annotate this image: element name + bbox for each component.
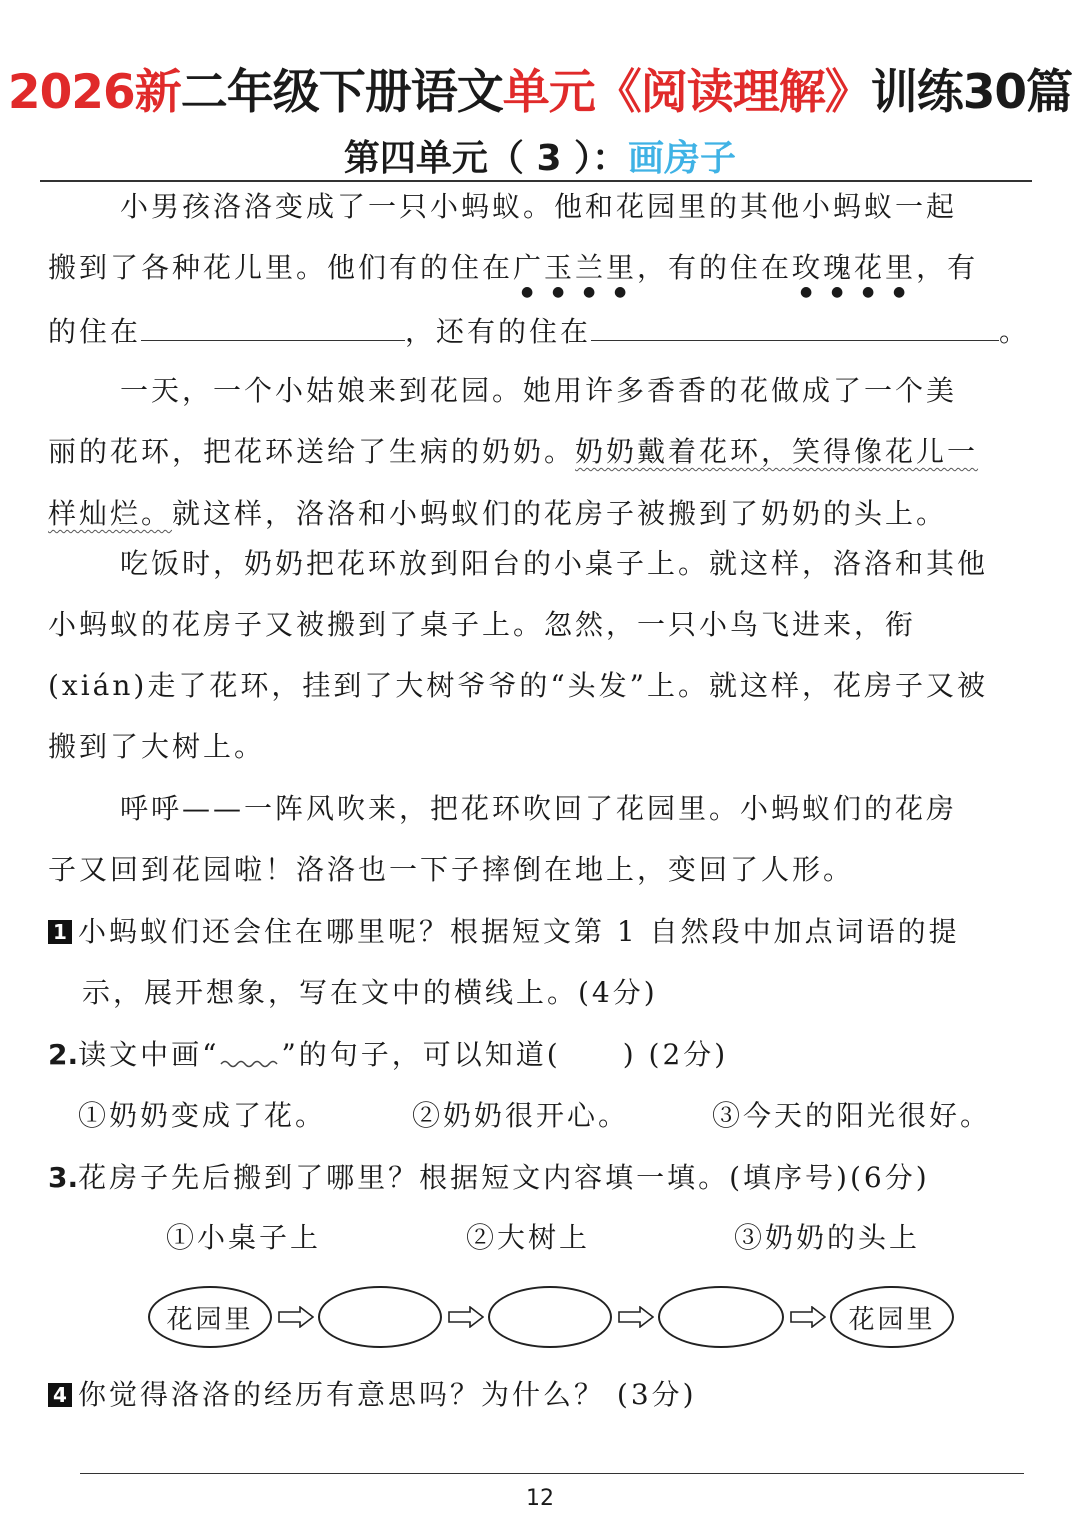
q2-option-1[interactable]: ①奶奶变成了花。 <box>78 1099 327 1132</box>
flow-answer-box-1[interactable] <box>318 1286 442 1348</box>
text: 小蚂蚁的花房子又被搬到了桌子上。忽然，一只小鸟飞进来，衔 <box>48 608 917 641</box>
title-part1: 2026新 <box>7 65 181 120</box>
arrow-right-icon <box>278 1306 314 1328</box>
question-number: 3. <box>48 1161 79 1194</box>
unit-subtitle <box>0 130 1080 181</box>
title-part2: 二年级下册语文 <box>180 65 503 120</box>
passage-line <box>48 310 1031 350</box>
passage-line <box>48 789 1080 829</box>
text: 搬到了各种花儿里。他们有的住在 <box>48 251 514 284</box>
text: 你觉得洛洛的经历有意思吗？为什么？ (3分) <box>78 1378 697 1411</box>
passage-line <box>48 544 1080 584</box>
question-3 <box>48 1158 1028 1198</box>
arrow-right-icon <box>790 1306 826 1328</box>
q3-option-1: ①小桌子上 <box>166 1221 322 1254</box>
text: 就这样，洛洛和小蚂蚁们的花房子被搬到了奶奶的头上。 <box>172 497 948 530</box>
text: 小蚂蚁们还会住在哪里呢？根据短文第 1 自然段中加点词语的提 <box>78 915 960 948</box>
question-4 <box>48 1375 1028 1415</box>
text: ，有 <box>916 251 979 284</box>
passage-line <box>48 432 1028 472</box>
arrow-right-icon <box>448 1306 484 1328</box>
title-part3: 单元《阅读理解》 <box>502 65 871 120</box>
page-title <box>0 55 1080 122</box>
text: ”的句子，可以知道( ) (2分) <box>281 1038 729 1071</box>
passage-line <box>48 605 1028 645</box>
text: 的住在 <box>48 315 142 348</box>
passage-line <box>48 248 1028 288</box>
question-2 <box>48 1035 1028 1075</box>
q3-option-3: ③奶奶的头上 <box>734 1221 921 1254</box>
text: 吃饭时，奶奶把花环放到阳台的小桌子上。就这样，洛洛和其他 <box>120 547 989 580</box>
subtitle-topic: 画房子 <box>628 138 737 179</box>
question-1-cont <box>82 973 1062 1013</box>
text: 。 <box>999 315 1031 348</box>
answer-blank[interactable] <box>141 310 405 341</box>
subtitle-prefix: 第四单元（ 3 ）： <box>343 138 629 179</box>
text: 呼呼——一阵风吹来，把花环吹回了花园里。小蚂蚁们的花房 <box>120 792 958 825</box>
text: 小男孩洛洛变成了一只小蚂蚁。他和花园里的其他小蚂蚁一起 <box>120 190 958 223</box>
wavy-line-icon <box>219 1050 281 1070</box>
flow-end-node: 花园里 <box>830 1286 954 1348</box>
page-number: 12 <box>526 1486 554 1511</box>
flow-answer-box-2[interactable] <box>488 1286 612 1348</box>
passage-line <box>48 850 1028 890</box>
question-number-badge: 4 <box>48 1383 72 1407</box>
answer-blank[interactable] <box>591 310 999 341</box>
passage-line <box>48 371 1080 411</box>
passage-line <box>48 666 1028 706</box>
text: 子又回到花园啦！洛洛也一下子摔倒在地上，变回了人形。 <box>48 853 855 886</box>
footer-divider <box>80 1473 1024 1474</box>
flow-start-node: 花园里 <box>148 1286 272 1348</box>
question-number-badge: 1 <box>48 920 72 944</box>
passage-line <box>48 494 1028 534</box>
q2-option-3[interactable]: ③今天的阳光很好。 <box>712 1099 992 1132</box>
text: ，有的住在 <box>637 251 793 284</box>
wavy-sentence: 样灿烂。 <box>48 497 173 530</box>
question-number: 2. <box>48 1038 79 1071</box>
dotted-word: 广玉兰里 <box>513 251 638 284</box>
q3-option-2: ②大树上 <box>466 1221 591 1254</box>
question-1 <box>48 912 1028 952</box>
wavy-sentence: 奶奶戴着花环，笑得像花儿一 <box>575 435 979 468</box>
header-divider <box>40 180 1032 182</box>
text: 一天，一个小姑娘来到花园。她用许多香香的花做成了一个美 <box>120 374 958 407</box>
text: 示，展开想象，写在文中的横线上。(4分) <box>82 976 658 1009</box>
dotted-word: 玫瑰花里 <box>792 251 917 284</box>
text: (xián)走了花环，挂到了大树爷爷的“头发”上。就这样，花房子又被 <box>48 669 988 702</box>
arrow-right-icon <box>618 1306 654 1328</box>
q2-option-2[interactable]: ②奶奶很开心。 <box>412 1099 630 1132</box>
text: 花房子先后搬到了哪里？根据短文内容填一填。(填序号)(6分) <box>78 1161 930 1194</box>
flow-answer-box-3[interactable] <box>658 1286 784 1348</box>
title-part4: 训练30篇 <box>870 65 1073 120</box>
text: 读文中画“ <box>78 1038 220 1071</box>
text: 丽的花环，把花环送给了生病的奶奶。 <box>48 435 576 468</box>
passage-line <box>48 187 1080 227</box>
text: ，还有的住在 <box>405 315 592 348</box>
text: 搬到了大树上。 <box>48 730 266 763</box>
passage-line <box>48 727 1028 767</box>
